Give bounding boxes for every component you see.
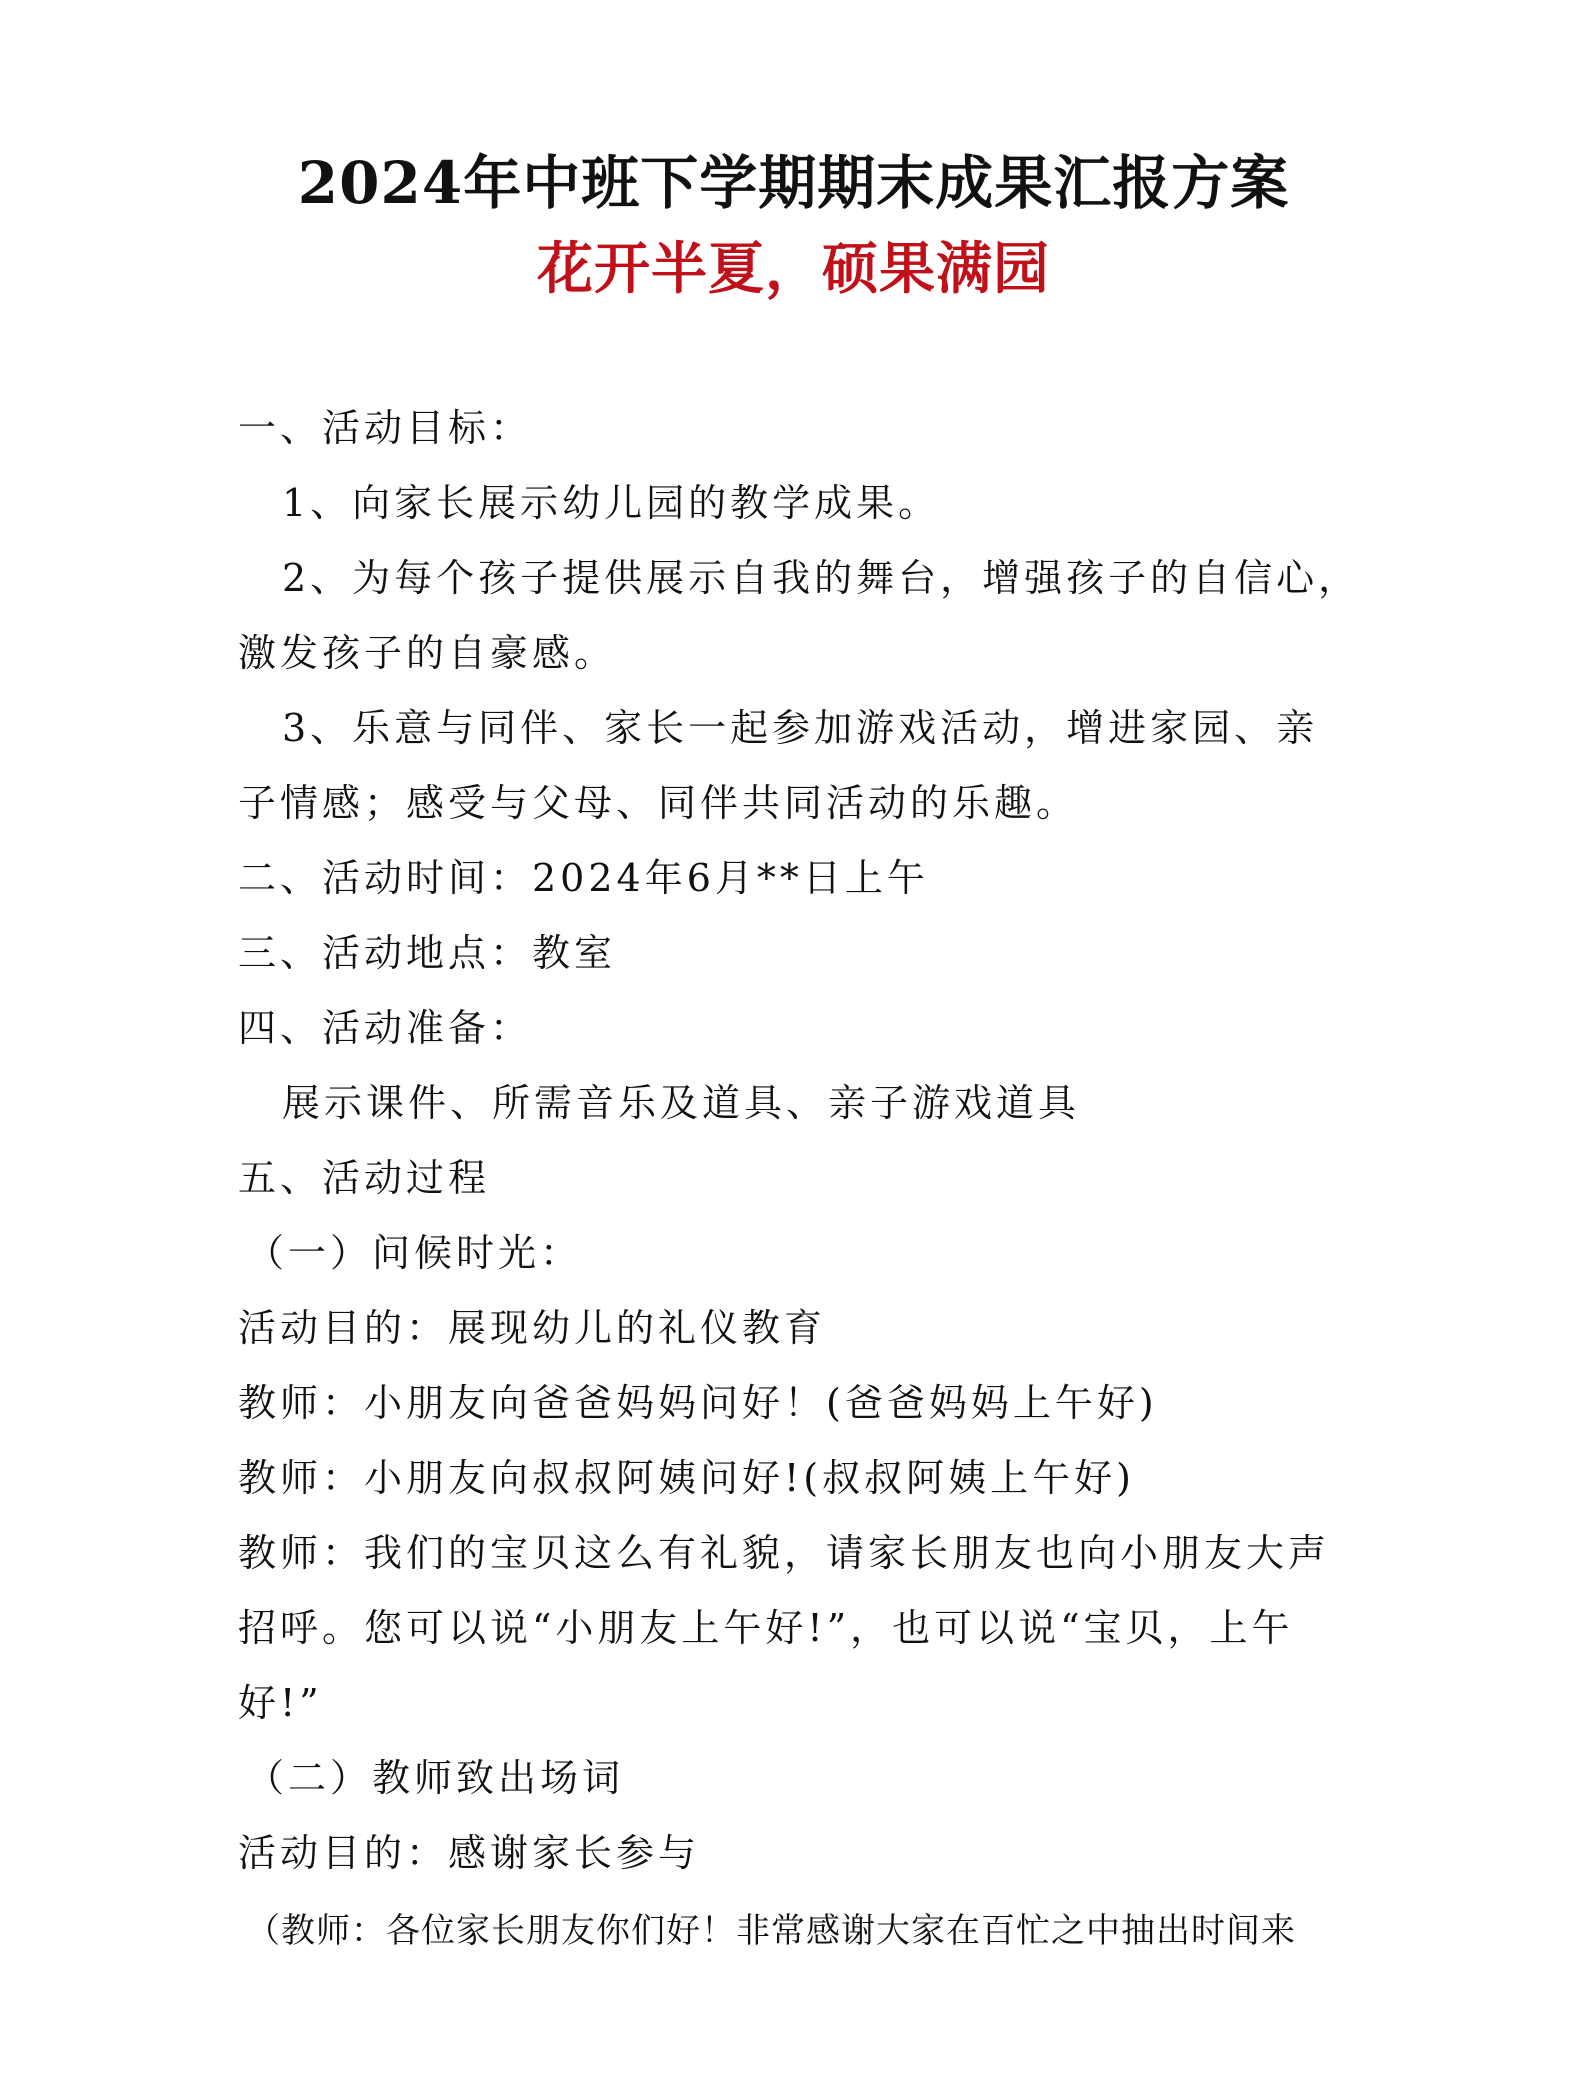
- section-heading-preparation: 四、活动准备：: [238, 1006, 533, 1050]
- teacher-line-3-continued: 招呼。您可以说“小朋友上午好!”，也可以说“宝贝，上午: [238, 1606, 1294, 1650]
- greeting-purpose: 活动目的：展现幼儿的礼仪教育: [238, 1306, 827, 1350]
- preparation-items: 展示课件、所需音乐及道具、亲子游戏道具: [282, 1081, 1081, 1125]
- goal-item-2: 2、为每个孩子提供展示自我的舞台，增强孩子的自信心，: [282, 556, 1361, 600]
- subsection-greeting: （一）问候时光：: [246, 1231, 583, 1275]
- section-heading-goals: 一、活动目标：: [238, 406, 533, 450]
- teacher-line-3: 教师：我们的宝贝这么有礼貌，请家长朋友也向小朋友大声: [238, 1531, 1331, 1575]
- goal-item-1: 1、向家长展示幼儿园的教学成果。: [282, 481, 941, 525]
- document-subtitle: 花开半夏，硕果满园: [537, 236, 1050, 302]
- speech-purpose: 活动目的：感谢家长参与: [238, 1831, 701, 1875]
- subsection-teacher-speech: （二）教师致出场词: [246, 1756, 625, 1800]
- teacher-speech-text: （教师：各位家长朋友你们好！非常感谢大家在百忙之中抽出时间来: [246, 1911, 1296, 1951]
- section-heading-process: 五、活动过程: [238, 1156, 491, 1200]
- teacher-line-3-end: 好!”: [238, 1681, 323, 1725]
- document-title: 2024年中班下学期期末成果汇报方案: [297, 149, 1290, 217]
- section-heading-location: 三、活动地点：教室: [238, 931, 617, 975]
- teacher-line-1: 教师：小朋友向爸爸妈妈问好！(爸爸妈妈上午好): [238, 1381, 1158, 1425]
- section-heading-time: 二、活动时间：2024年6月**日上午: [238, 856, 929, 900]
- goal-item-2-continued: 激发孩子的自豪感。: [238, 631, 617, 675]
- goal-item-3-continued: 子情感；感受与父母、同伴共同活动的乐趣。: [238, 781, 1079, 825]
- goal-item-3: 3、乐意与同伴、家长一起参加游戏活动，增进家园、亲: [282, 706, 1319, 750]
- teacher-line-2: 教师：小朋友向叔叔阿姨问好!(叔叔阿姨上午好): [238, 1456, 1135, 1500]
